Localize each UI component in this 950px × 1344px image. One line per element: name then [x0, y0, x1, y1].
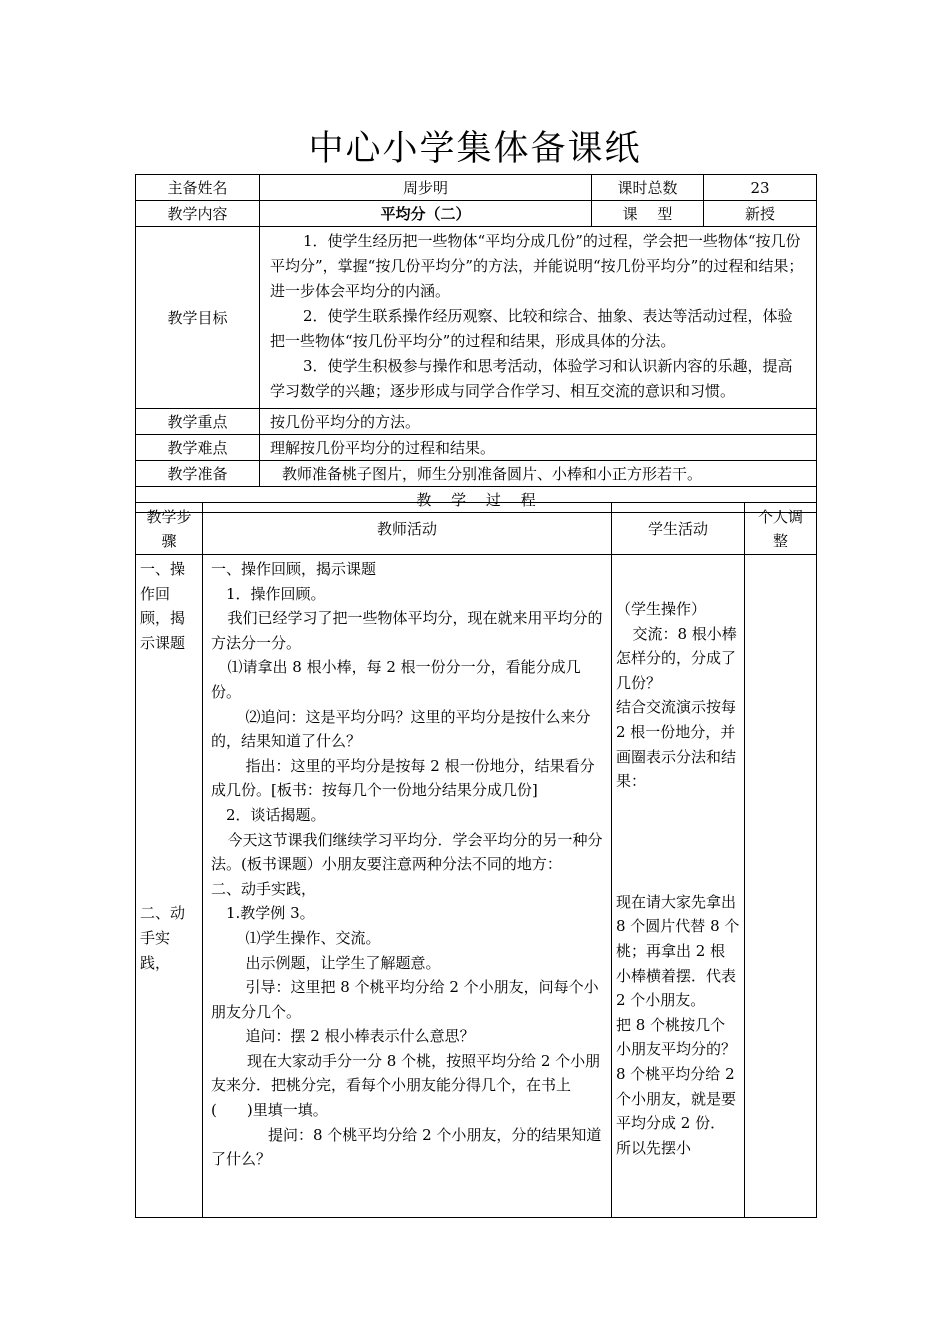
difficulty-label: 教学难点: [136, 435, 260, 461]
step-1: 一、操作回顾，揭示课题: [140, 560, 186, 652]
lesson-type-label: 课 型: [592, 201, 704, 227]
steps-header: 教学步骤: [136, 503, 203, 555]
teacher-line: 追问：摆 2 根小棒表示什么意思？: [245, 1027, 475, 1046]
teacher-line: 我们已经学习了把一些物体平均分，现在就来用平均分的方法分一分。: [211, 609, 603, 652]
step-2: 二、动手实践，: [140, 904, 186, 972]
teacher-line: 2．谈话揭题。: [226, 805, 326, 824]
teacher-line: 提问：8 个桃平均分给 2 个小朋友，分的结果知道了什么？: [211, 1125, 602, 1169]
teacher-line: 今天这节课我们继续学习平均分．学会平均分的另一种分法。(板书课题）小朋友要注意两种分法不同的地方：: [211, 830, 603, 874]
page-title: 中心小学集体备课纸: [308, 129, 642, 169]
objective-1: 1．使学生经历把一些物体“平均分成几份”的过程，学会把一些物体“按几份平均分”，掌握“按几份平均分”的方法，并能说明“按几份平均分”的过程和结果；进一步体会平均分的内涵。: [270, 232, 804, 300]
key-point-label: 教学重点: [136, 409, 260, 435]
objective-3: 3．使学生积极参与操作和思考活动，体验学习和认识新内容的乐趣，提高学习数学的兴趣；逐步形成与同学合作学习、相互交流的意识和习惯。: [270, 357, 793, 400]
teacher-cell: [203, 555, 612, 1218]
teacher-line: 现在大家动手分一分 8 个桃，按照平均分给 2 个小朋友来分．把桃分完，看每个小朋友能分得几个，在书上( )里填一填。: [211, 1051, 601, 1120]
student-line: 把 8 个桃按几个小朋友平均分的？: [616, 1015, 737, 1059]
total-hours-label: 课时总数: [592, 175, 704, 201]
teacher-line: 1．操作回顾。: [226, 584, 326, 603]
teacher-line: 二、动手实践，: [211, 879, 317, 898]
teacher-header: 教师活动: [203, 503, 612, 555]
student-cell: [612, 555, 745, 1218]
process-heading: 教 学 过 程: [136, 487, 817, 513]
teacher-line: ⑴学生操作、交流。: [245, 928, 381, 947]
student-line: 现在请大家先拿出 8 个圆片代替 8 个桃；再拿出 2 根小棒横着摆．代表 2 个小朋友。: [616, 892, 740, 1010]
teacher-line: ⑴请拿出 8 根小棒，每 2 根一份分一分，看能分成几份。: [211, 658, 581, 701]
lesson-info-table: [135, 174, 817, 513]
content-value: 平均分（二）: [260, 201, 592, 227]
student-header: 学生活动: [612, 503, 745, 555]
total-hours-value: 23: [704, 175, 817, 201]
preparer-value: 周步明: [260, 175, 592, 201]
steps-cell: [136, 555, 203, 1218]
student-line: 交流：8 根小棒怎样分的，分成了几份？: [616, 624, 737, 692]
key-point-value: 按几份平均分的方法。: [260, 409, 817, 435]
lesson-type-value: 新授: [704, 201, 817, 227]
objectives-cell: [260, 227, 817, 409]
teacher-line: 引导：这里把 8 个桃平均分给 2 个小朋友，问每个小朋友分几个。: [211, 978, 599, 1021]
personal-header: 个人调整: [745, 503, 817, 555]
student-line: 8 个桃平均分给 2 个小朋友，就是要平均分成 2 份．所以先摆小: [616, 1064, 737, 1157]
teacher-line: 指出：这里的平均分是按每 2 根一份地分，结果看分成几份。[板书：按每几个一份地分结果分成几份]: [211, 756, 595, 800]
student-line: （学生操作）: [616, 600, 707, 618]
teacher-line: ⑵追问：这是平均分吗？这里的平均分是按什么来分的，结果知道了什么？: [211, 707, 591, 751]
teacher-line: 一、操作回顾，揭示课题: [211, 560, 377, 578]
content-label: 教学内容: [136, 201, 260, 227]
objective-2: 2．使学生联系操作经历观察、比较和综合、抽象、表达等活动过程，体验把一些物体“按几份平均分”的过程和结果，形成具体的分法。: [270, 307, 793, 350]
objectives-label: 教学目标: [136, 227, 260, 409]
teacher-line: 1.教学例 3。: [226, 904, 315, 923]
preparation-value: 教师准备桃子图片，师生分别准备圆片、小棒和小正方形若干。: [260, 461, 817, 487]
preparer-label: 主备姓名: [136, 175, 260, 201]
difficulty-value: 理解按几份平均分的过程和结果。: [260, 435, 817, 461]
preparation-label: 教学准备: [136, 461, 260, 487]
personal-adjust-cell: [745, 555, 817, 1218]
teaching-process-table: [135, 502, 817, 1218]
student-line: 结合交流演示按每 2 根一份地分，并画圈表示分法和结果：: [616, 698, 737, 791]
teacher-line: 出示例题，让学生了解题意。: [245, 953, 441, 972]
